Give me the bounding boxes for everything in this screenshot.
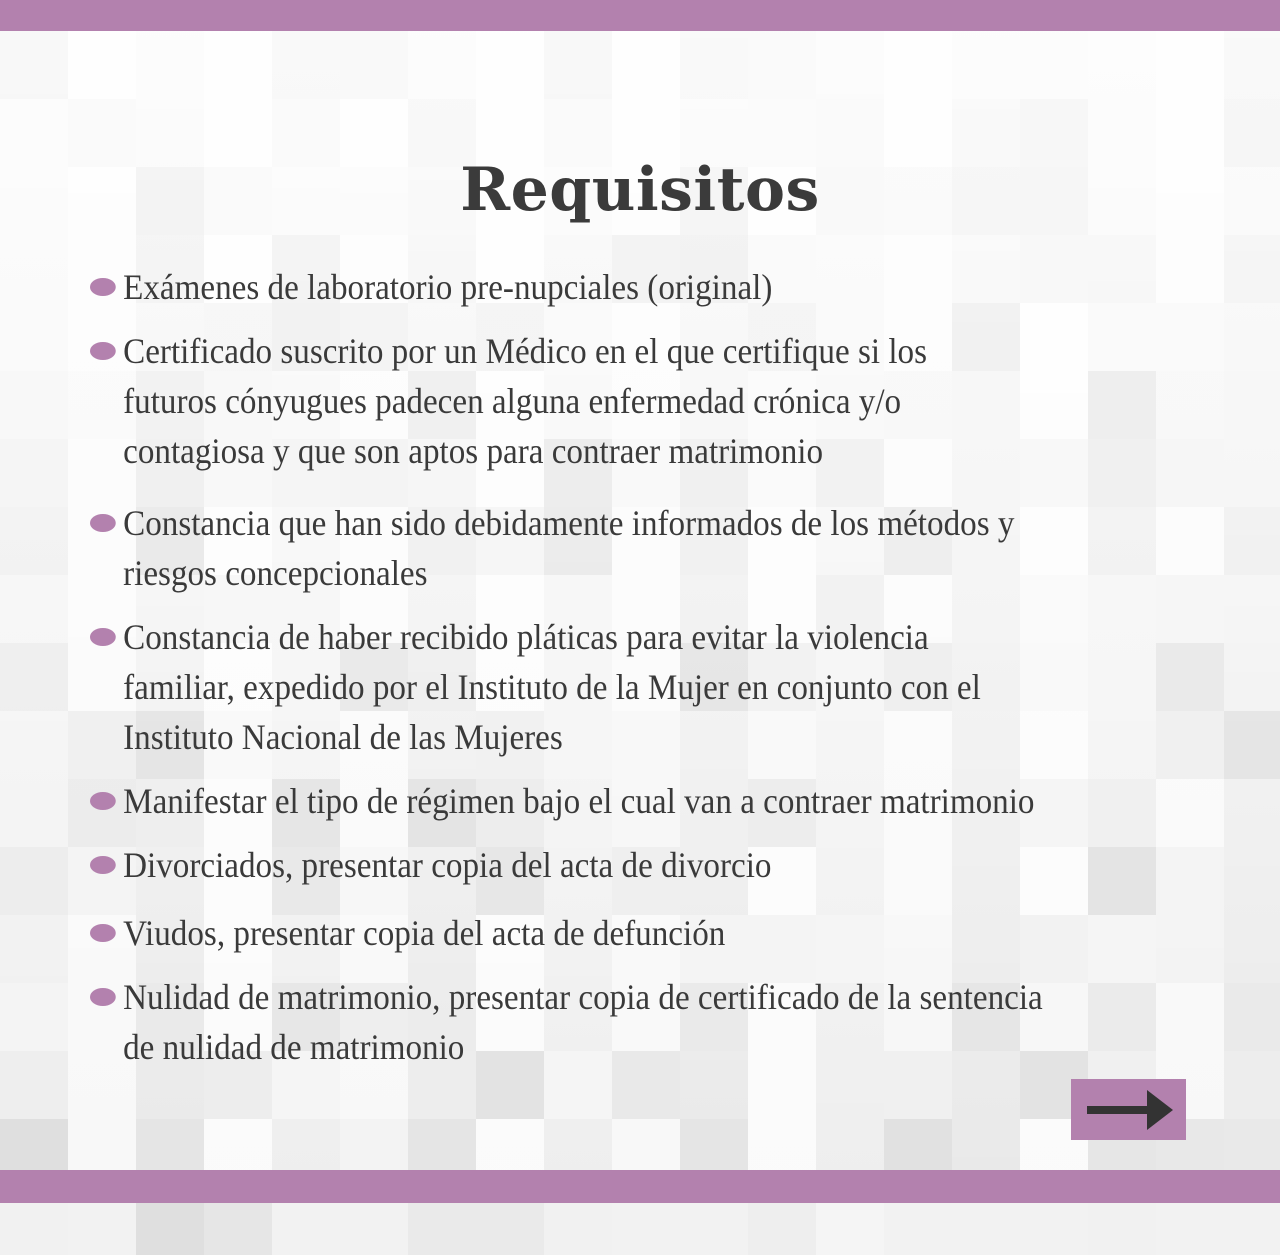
bullet-icon xyxy=(90,924,116,942)
requirement-line: de nulidad de matrimonio xyxy=(123,1027,465,1067)
mosaic-tile xyxy=(544,31,612,99)
requirement-item xyxy=(90,840,1227,890)
requirement-line: Viudos, presentar copia del acta de defunción xyxy=(123,913,726,953)
requirement-line: Constancia de haber recibido pláticas para evitar la violencia xyxy=(123,617,929,657)
bullet-icon xyxy=(90,792,116,810)
requirement-line: Certificado suscrito por un Médico en el que certifique si los xyxy=(123,331,927,371)
mosaic-tile xyxy=(0,643,68,711)
bullet-icon xyxy=(90,514,116,532)
requirement-line: futuros cónyugues padecen alguna enfermedad crónica y/o xyxy=(123,381,902,421)
mosaic-tile xyxy=(0,507,68,575)
next-button[interactable] xyxy=(1071,1079,1186,1140)
requirement-line: riesgos concepcionales xyxy=(123,553,428,593)
requirement-item xyxy=(90,498,1227,598)
bullet-icon xyxy=(90,628,116,646)
requirement-line: Constancia que han sido debidamente informados de los métodos y xyxy=(123,503,1015,543)
bottom-accent-bar xyxy=(0,1170,1280,1203)
requirement-item xyxy=(90,972,1227,1072)
mosaic-tile xyxy=(1020,31,1088,99)
bullet-icon xyxy=(90,856,116,874)
requirement-line: contagiosa y que son aptos para contraer matrimonio xyxy=(123,431,824,471)
requirement-line: Nulidad de matrimonio, presentar copia de certificado de la sentencia xyxy=(123,977,1043,1017)
mosaic-tile xyxy=(748,31,816,99)
requirement-item xyxy=(90,612,1227,762)
requirement-line: Instituto Nacional de las Mujeres xyxy=(123,717,563,757)
mosaic-tile xyxy=(0,1051,68,1119)
page-title: Requisitos xyxy=(460,155,820,226)
bullet-icon xyxy=(90,988,116,1006)
bullet-icon xyxy=(90,342,116,360)
top-accent-bar xyxy=(0,0,1280,31)
requirements-list xyxy=(90,262,1240,1072)
mosaic-tile xyxy=(1224,31,1280,99)
mosaic-tile xyxy=(0,439,68,507)
mosaic-tile xyxy=(0,847,68,915)
mosaic-tile xyxy=(680,31,748,99)
requirement-line: familiar, expedido por el Instituto de la Mujer en conjunto con el xyxy=(123,667,981,707)
mosaic-tile xyxy=(0,371,68,439)
requirement-item xyxy=(90,326,1227,476)
bullet-icon xyxy=(90,278,116,296)
arrow-right-icon xyxy=(1071,1079,1186,1140)
requirement-line: Divorciados, presentar copia del acta de divorcio xyxy=(123,845,772,885)
requirement-line: Manifestar el tipo de régimen bajo el cual van a contraer matrimonio xyxy=(123,781,1035,821)
mosaic-tile xyxy=(0,983,68,1051)
mosaic-tile xyxy=(0,31,68,99)
requirement-item xyxy=(90,776,1227,826)
mosaic-tile xyxy=(816,31,884,99)
mosaic-tile xyxy=(272,31,340,99)
mosaic-tile xyxy=(340,31,408,99)
requirement-item xyxy=(90,262,1227,312)
requirement-item xyxy=(90,908,1227,958)
requirement-line: Exámenes de laboratorio pre-nupciales (original) xyxy=(123,267,773,307)
